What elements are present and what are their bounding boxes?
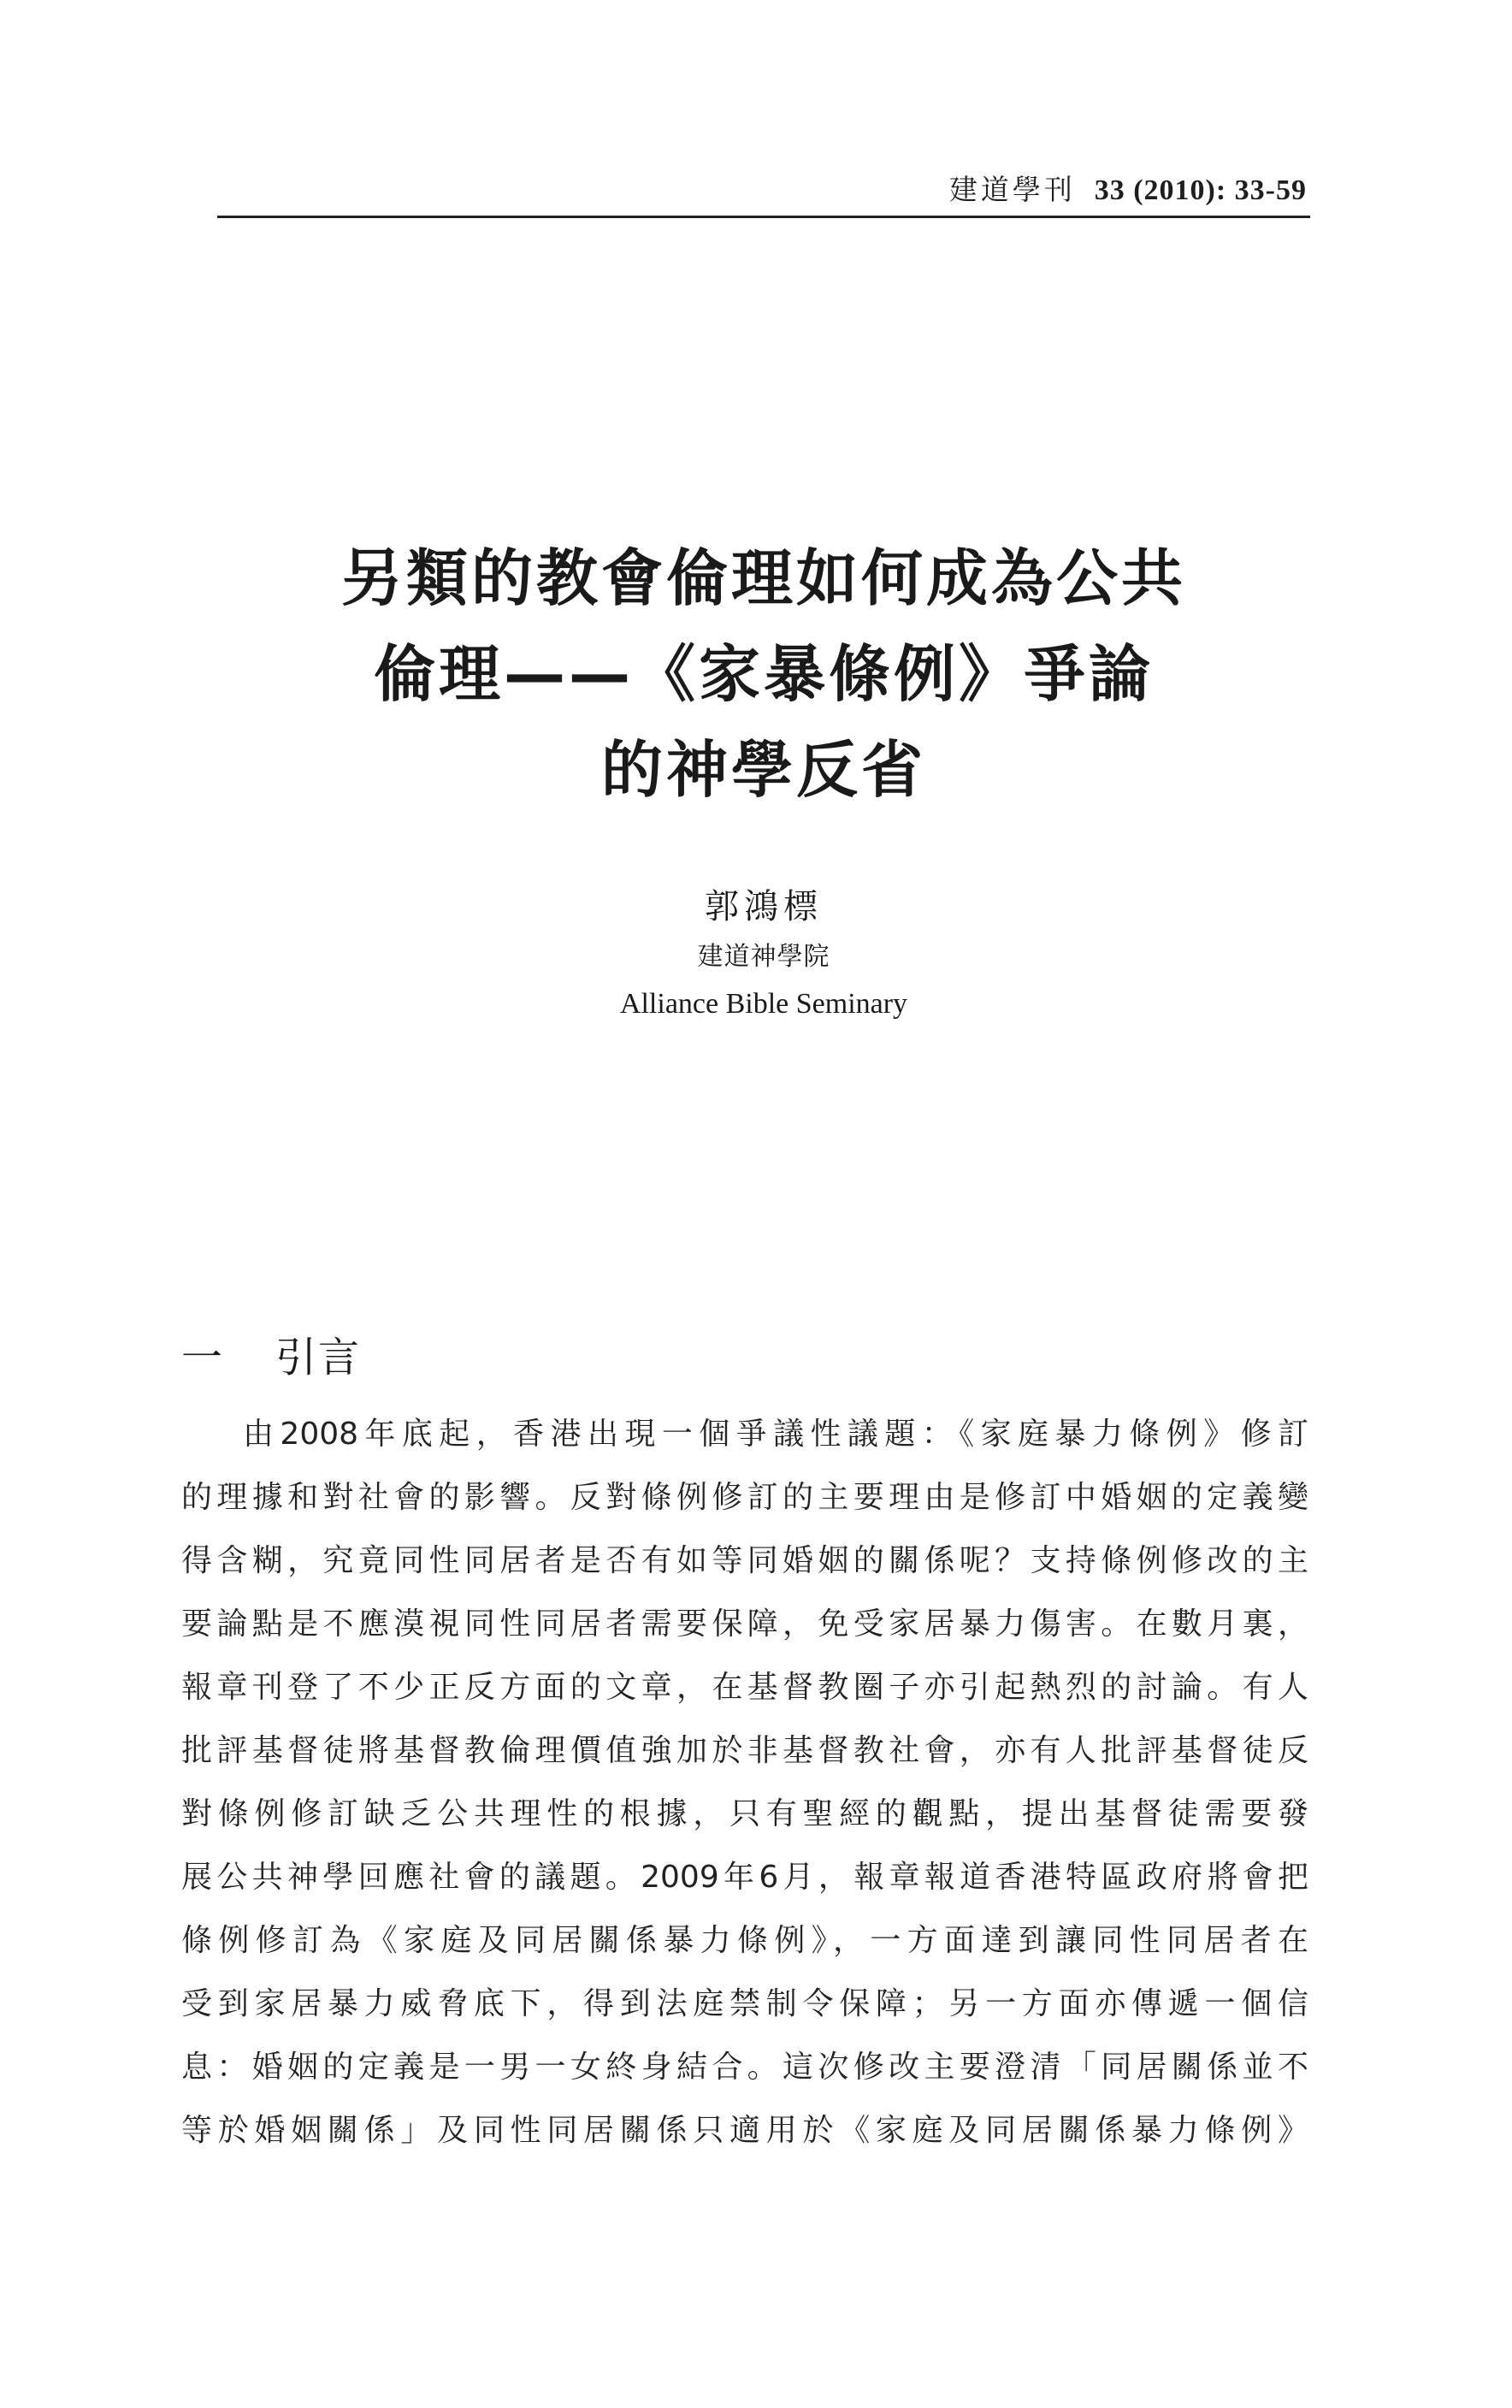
section-heading (181, 1324, 361, 1383)
body-line: 展公共神學回應社會的議題。2009年6月，報章報道香港特區政府將會把 (181, 1860, 1308, 1895)
title-line: 倫理——《家暴條例》爭論 (373, 638, 1154, 710)
author-name: 郭鴻標 (705, 887, 823, 926)
author-block (217, 881, 1310, 1027)
running-head (949, 168, 1307, 208)
article-title (217, 530, 1310, 818)
affiliation-english: Alliance Bible Seminary (619, 988, 908, 1020)
body-line: 等於婚姻關係」及同性同居關係只適用於《家庭及同居關係暴力條例》 (181, 2113, 1308, 2148)
section-title: 引言 (275, 1334, 362, 1381)
body-line: 的理據和對社會的影響。反對條例修訂的主要理由是修訂中婚姻的定義變 (181, 1480, 1308, 1515)
body-line: 條例修訂為《家庭及同居關係暴力條例》，一方面達到讓同性同居者在 (181, 1923, 1308, 1958)
title-line: 的神學反省 (600, 734, 926, 806)
body-line: 受到家居暴力威脅底下，得到法庭禁制令保障；另一方面亦傳遞一個信 (181, 1986, 1308, 2021)
body-line: 批評基督徒將基督教倫理價值強加於非基督教社會，亦有人批評基督徒反 (181, 1733, 1308, 1768)
body-line: 得含糊，究竟同性同居者是否有如等同婚姻的關係呢？支持條例修改的主 (181, 1543, 1308, 1578)
header-rule (217, 216, 1310, 218)
title-line: 另類的教會倫理如何成為公共 (340, 542, 1186, 614)
body-paragraph (181, 1403, 1308, 2162)
body-line: 息：婚姻的定義是一男一女終身結合。這次修改主要澄清「同居關係並不 (181, 2050, 1308, 2085)
section-number: 一 (181, 1334, 225, 1381)
body-line: 由2008年底起，香港出現一個爭議性議題：《家庭暴力條例》修訂 (243, 1417, 1308, 1452)
body-line: 對條例修訂缺乏公共理性的根據，只有聖經的觀點，提出基督徒需要發 (181, 1796, 1308, 1831)
affiliation-chinese: 建道神學院 (697, 942, 830, 972)
body-line: 要論點是不應漠視同性同居者需要保障，免受家居暴力傷害。在數月裏， (181, 1606, 1308, 1642)
journal-name: 建道學刊 (948, 173, 1076, 206)
body-line: 報章刊登了不少正反方面的文章，在基督教圈子亦引起熱烈的討論。有人 (181, 1670, 1308, 1705)
citation: 33 (2010): 33-59 (1094, 175, 1307, 206)
